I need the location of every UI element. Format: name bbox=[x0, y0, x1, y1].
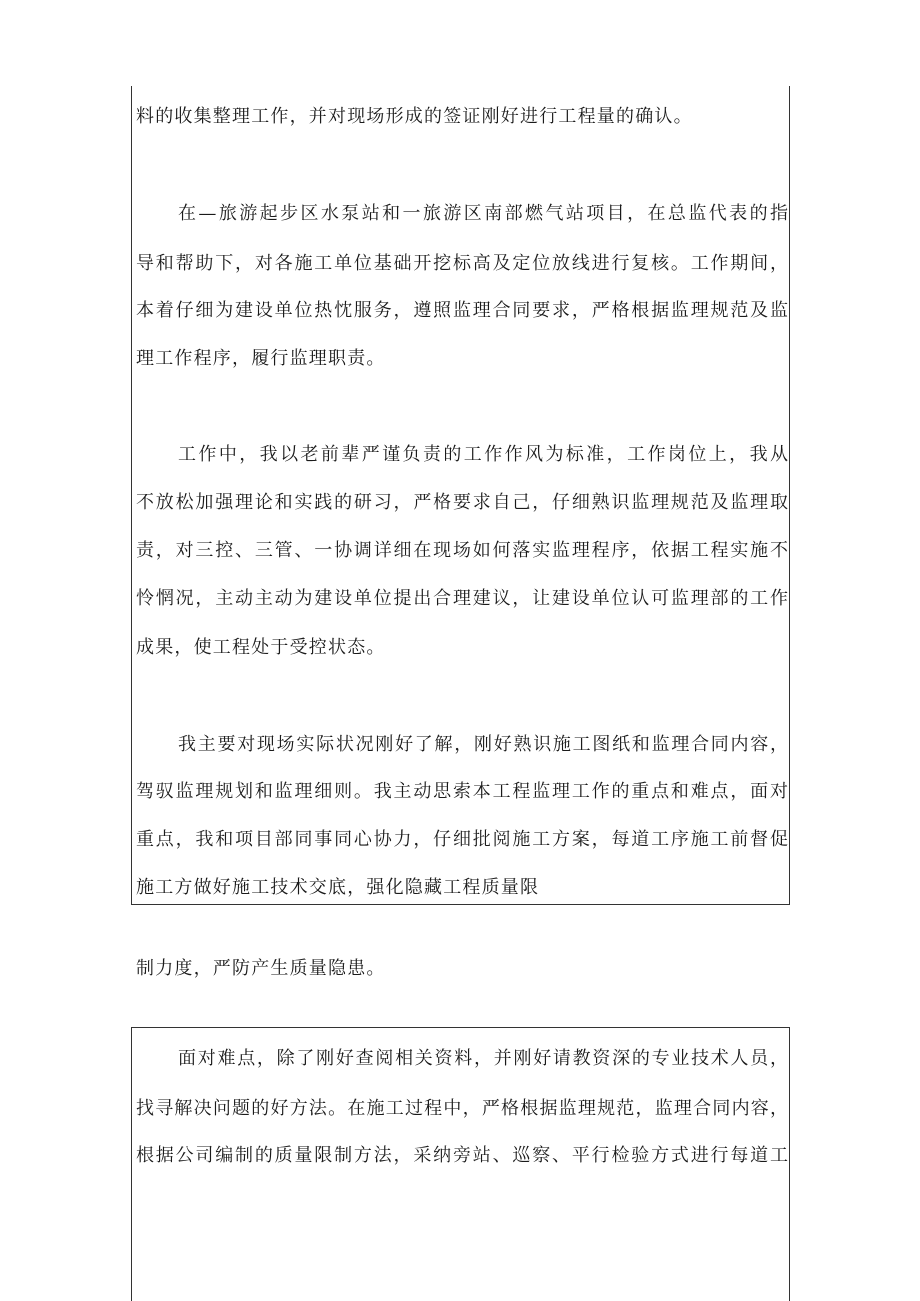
paragraph-line: 面对难点，除了刚好查阅相关资料，并刚好请教资深的专业技术人员， bbox=[178, 1048, 788, 1069]
paragraph-line: 导和帮助下，对各施工单位基础开挖标高及定位放线进行复核。工作期间， bbox=[136, 253, 788, 274]
paragraph-line: 重点，我和项目部同事同心协力，仔细批阅施工方案，每道工序施工前督促 bbox=[136, 829, 788, 850]
paragraph-line: 本着仔细为建设单位热忱服务，遵照监理合同要求，严格根据监理规范及监 bbox=[136, 300, 788, 321]
paragraph-line: 驾驭监理规划和监理细则。我主动思索本工程监理工作的重点和难点，面对 bbox=[136, 781, 788, 802]
paragraph-line: 我主要对现场实际状况刚好了解，刚好熟识施工图纸和监理合同内容， bbox=[178, 734, 788, 755]
paragraph-line: 制力度，严防产生质量隐患。 bbox=[136, 958, 386, 979]
paragraph-line: 找寻解决问题的好方法。在施工过程中，严格根据监理规范，监理合同内容， bbox=[136, 1098, 788, 1119]
paragraph-line: 根据公司编制的质量限制方法，采纳旁站、巡察、平行检验方式进行每道工 bbox=[136, 1145, 788, 1166]
paragraph-line: 工作中，我以老前辈严谨负责的工作作风为标准，工作岗位上，我从 bbox=[178, 444, 788, 465]
paragraph-line: 理工作程序，履行监理职责。 bbox=[136, 348, 386, 369]
paragraph-line: 料的收集整理工作，并对现场形成的签证刚好进行工程量的确认。 bbox=[136, 106, 693, 127]
paragraph-line: 怜惘况，主动主动为建设单位提出合理建议，让建设单位认可监理部的工作 bbox=[136, 588, 788, 609]
paragraph-line: 施工方做好施工技术交底，强化隐藏工程质量限 bbox=[136, 877, 540, 898]
paragraph-line: 成果，使工程处于受控状态。 bbox=[136, 637, 386, 658]
paragraph-line: 不放松加强理论和实践的研习，严格要求自己，仔细熟识监理规范及监理取 bbox=[136, 492, 788, 513]
paragraph-line: 在—旅游起步区水泵站和一旅游区南部燃气站项目，在总监代表的指 bbox=[178, 203, 788, 224]
paragraph-line: 责，对三控、三管、一协调详细在现场如何落实监理程序，依据工程实施不 bbox=[136, 540, 788, 561]
